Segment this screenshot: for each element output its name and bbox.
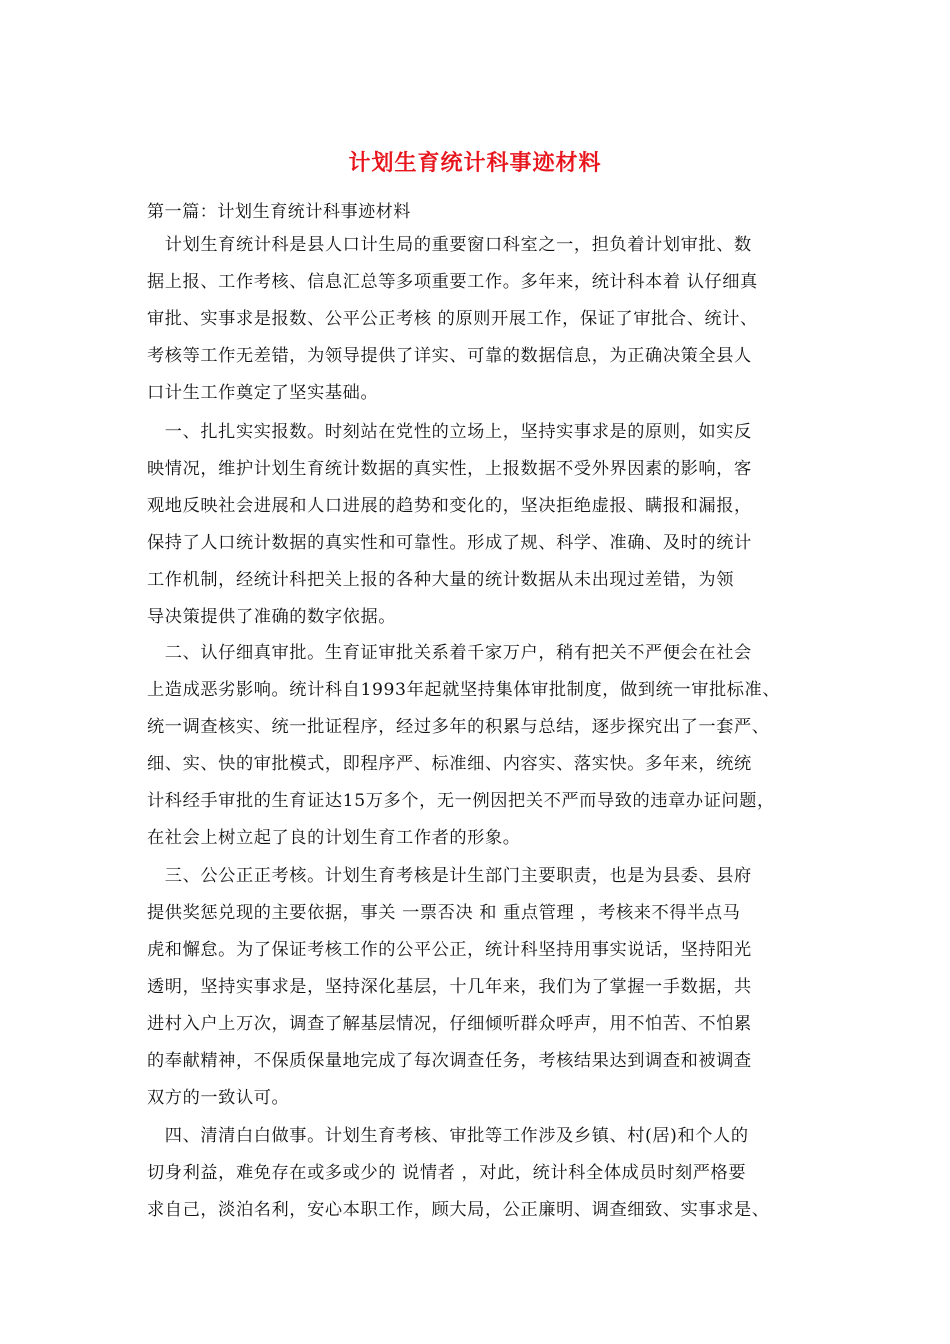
paragraph-line: 四、清清白白做事。计划生育考核、审批等工作涉及乡镇、村(居)和个人的 [147, 1126, 749, 1146]
paragraph-line: 考核等工作无差错，为领导提供了详实、可靠的数据信息，为正确决策全县人 [147, 346, 752, 366]
document-subtitle: 第一篇：计划生育统计科事迹材料 [147, 202, 411, 222]
paragraph-line: 提供奖惩兑现的主要依据，事关 一票否决 和 重点管理 ，考核来不得半点马 [147, 903, 741, 923]
document-title: 计划生育统计科事迹材料 [348, 150, 602, 176]
paragraph-line: 计科经手审批的生育证达15万多个，无一例因把关不严而导致的违章办证问题， [147, 791, 775, 811]
paragraph-line: 求自己，淡泊名利，安心本职工作，顾大局，公正廉明、调查细致、实事求是、 [147, 1200, 770, 1220]
paragraph-line: 双方的一致认可。 [147, 1088, 290, 1108]
paragraph-line: 切身利益，难免存在或多或少的 说情者 ，对此，统计科全体成员时刻严格要 [147, 1163, 747, 1183]
paragraph-line: 的奉献精神，不保质保量地完成了每次调查任务，考核结果达到调查和被调查 [147, 1051, 752, 1071]
paragraph-line: 工作机制，经统计科把关上报的各种大量的统计数据从未出现过差错，为领 [147, 570, 734, 590]
paragraph-line: 进村入户上万次，调查了解基层情况，仔细倾听群众呼声，用不怕苦、不怕累 [147, 1014, 752, 1034]
paragraph-line: 导决策提供了准确的数字依据。 [147, 607, 397, 627]
paragraph-line: 三、公公正正考核。计划生育考核是计生部门主要职责，也是为县委、县府 [147, 866, 752, 886]
paragraph-line: 映情况，维护计划生育统计数据的真实性，上报数据不受外界因素的影响，客 [147, 459, 752, 479]
paragraph-line: 据上报、工作考核、信息汇总等多项重要工作。多年来，统计科本着 认仔细真 [147, 272, 758, 292]
paragraph-line: 计划生育统计科是县人口计生局的重要窗口科室之一，担负着计划审批、数 [147, 235, 752, 255]
paragraph-line: 细、实、快的审批模式，即程序严、标准细、内容实、落实快。多年来，统统 [147, 754, 752, 774]
paragraph-line: 二、认仔细真审批。生育证审批关系着千家万户，稍有把关不严便会在社会 [147, 643, 752, 663]
paragraph-line: 透明，坚持实事求是，坚持深化基层，十几年来，我们为了掌握一手数据，共 [147, 977, 752, 997]
paragraph-line: 口计生工作奠定了坚实基础。 [147, 383, 379, 403]
paragraph-line: 观地反映社会进展和人口进展的趋势和变化的，坚决拒绝虚报、瞒报和漏报， [147, 496, 752, 516]
paragraph-line: 审批、实事求是报数、公平公正考核 的原则开展工作，保证了审批合、统计、 [147, 309, 758, 329]
paragraph-line: 一、扎扎实实报数。时刻站在党性的立场上，坚持实事求是的原则，如实反 [147, 422, 752, 442]
paragraph-line: 上造成恶劣影响。统计科自1993年起就坚持集体审批制度，做到统一审批标准、 [147, 680, 781, 700]
paragraph-line: 保持了人口统计数据的真实性和可靠性。形成了规、科学、准确、及时的统计 [147, 533, 752, 553]
paragraph-line: 在社会上树立起了良的计划生育工作者的形象。 [147, 828, 521, 848]
paragraph-line: 统一调查核实、统一批证程序，经过多年的积累与总结，逐步探究出了一套严、 [147, 717, 770, 737]
paragraph-line: 虎和懈怠。为了保证考核工作的公平公正，统计科坚持用事实说话，坚持阳光 [147, 940, 752, 960]
